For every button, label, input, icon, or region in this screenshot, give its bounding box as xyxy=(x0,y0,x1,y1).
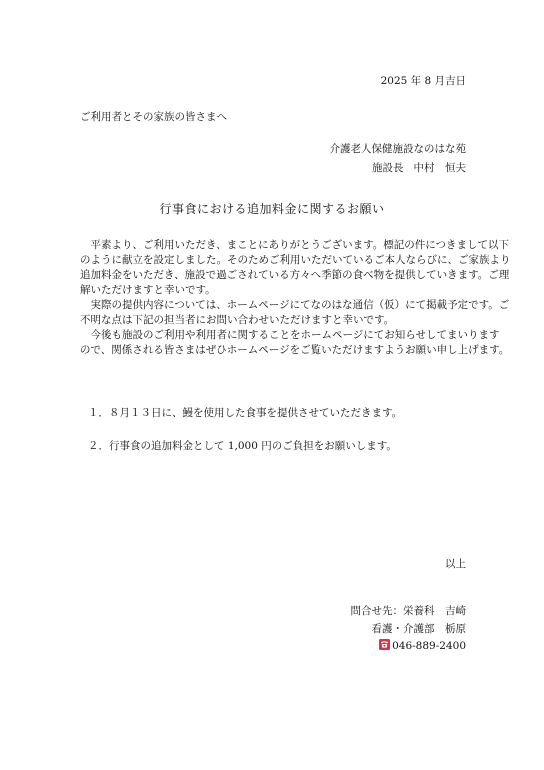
contact-secondary: 看護・介護部 栃原 xyxy=(371,623,466,635)
body-line: のように献立を設定しました。そのためご利用いただいているご本人ならびに、ご家族より xyxy=(80,254,511,266)
letter-body xyxy=(80,238,511,358)
sender-name: 中村 恒夫 xyxy=(413,162,466,174)
body-line: 追加料金をいただき、施設で過ごされている方々へ季節の食べ物を提供していきます。ご理 xyxy=(80,269,510,281)
sender-title: 施設長 xyxy=(372,162,404,174)
list-item: ２．行事食の追加料金として 1,000 円のご負担をお願いします。 xyxy=(88,440,397,452)
organization-name: 介護老人保健施設なのはな苑 xyxy=(329,143,466,155)
body-line: 今後も施設のご利用や利用者に関することをホームページにてお知らせしてまいります xyxy=(80,329,500,341)
body-line: 実際の提供内容については、ホームページにてなのはな通信（仮）にて掲載予定です。ご xyxy=(80,299,510,311)
addressee: ご利用者とその家族の皆さまへ xyxy=(80,111,227,123)
body-line: 平素より、ご利用いただき、まことにありがとうございます。標記の件につきまして以下 xyxy=(80,239,510,251)
contact-primary: 問合せ先：栄養科 吉崎 xyxy=(350,605,466,617)
list-item: １．８月１３日に、鰻を使用した食事を提供させていただきます。 xyxy=(88,407,403,419)
telephone-icon xyxy=(379,639,390,650)
closing-mark: 以上 xyxy=(445,558,466,570)
letter-subject: 行事食における追加料金に関するお願い xyxy=(159,202,385,216)
phone-number: 046-889-2400 xyxy=(392,640,466,652)
body-line: 解いただけますと幸いです。 xyxy=(80,284,216,296)
phone-line xyxy=(379,639,466,652)
body-line: ので、関係される皆さまはぜひホームページをご覧いただけますようお願い申し上げます。 xyxy=(80,344,510,356)
sender xyxy=(372,160,466,175)
letter-date: 2025 年 8 月吉日 xyxy=(380,75,466,87)
body-line: 不明な点は下記の担当者にお問い合わせいただけますと幸いです。 xyxy=(80,314,395,326)
